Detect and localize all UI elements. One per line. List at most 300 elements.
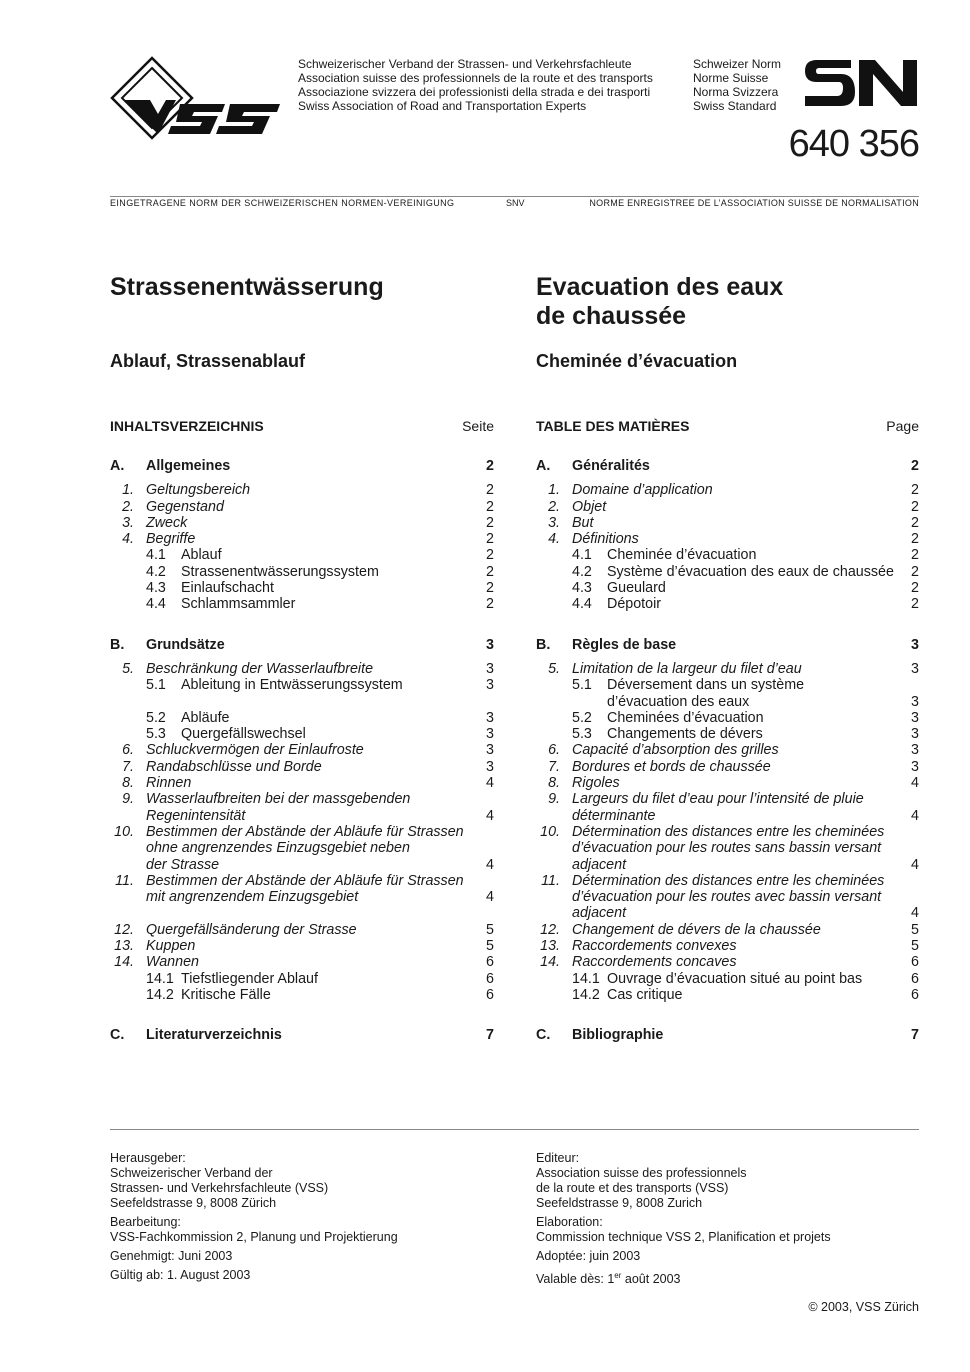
toc-subitem-page: 2 [911, 580, 919, 597]
toc-item-number: 4. [548, 531, 560, 548]
toc-item-line: But [572, 514, 594, 531]
toc-item-number: 9. [122, 791, 134, 808]
footer-fr [536, 1151, 916, 1291]
toc-item-row [110, 775, 494, 791]
toc-item-row [110, 791, 494, 824]
toc-subitem-title [181, 710, 474, 726]
toc-item-title [146, 922, 474, 938]
toc-subitem-page: 6 [486, 986, 494, 1003]
toc-subitem-line: d’évacuation des eaux [607, 693, 750, 710]
norm-type-fr: Norme Suisse [693, 71, 769, 85]
toc-item-title [146, 759, 474, 775]
toc-section-title: Généralités [572, 458, 650, 474]
toc-subitem-row [536, 971, 919, 987]
association-name-de: Schweizerischer Verband der Strassen- und Verkehrsfachleute [298, 57, 632, 71]
toc-item-title [146, 531, 474, 547]
toc-item-page: 2 [486, 482, 494, 499]
toc-item-title [572, 922, 899, 938]
toc-section-page: 2 [486, 458, 494, 474]
toc-subitem-line: Ableitung in Entwässerungssystem [181, 677, 403, 694]
toc-item-line: déterminante [572, 807, 656, 824]
toc-item-title [572, 482, 899, 498]
toc-item-row [536, 742, 919, 758]
toc-section-letter: C. [536, 1027, 551, 1044]
toc-subitem-line: Cheminée d’évacuation [607, 547, 757, 564]
toc-item-title [572, 742, 899, 758]
toc-item-title [146, 873, 474, 922]
toc-item-line: Wasserlaufbreiten bei der massgebenden [146, 791, 411, 808]
toc-item-number: 12. [540, 921, 560, 938]
toc-heading: INHALTSVERZEICHNIS [110, 418, 264, 434]
toc-subitem-number: 5.2 [572, 709, 592, 726]
toc-subitem-line: Strassenentwässerungssystem [181, 563, 379, 580]
toc-subitem-row [536, 726, 919, 742]
toc-subitem-number: 4.4 [146, 596, 166, 613]
toc-item-page: 5 [486, 921, 494, 938]
toc-item-line: Détermination des distances entre les cheminées [572, 872, 885, 889]
toc-section-spacer [536, 613, 919, 637]
toc-subitem-line: Ouvrage d’évacuation situé au point bas [607, 970, 863, 987]
toc-item-line: Raccordements convexes [572, 938, 737, 955]
toc-section-title: Allgemeines [146, 458, 231, 474]
toc-item-page: 4 [486, 889, 494, 906]
toc-section-page: 2 [911, 458, 919, 474]
publisher-fr: Editeur: Association suisse des professionnels de la route et des transports (VSS) Seefeldstrasse 9, 8008 Zurich [536, 1151, 747, 1210]
toc-section-title: Règles de base [572, 636, 677, 653]
toc-fr [536, 418, 919, 1052]
toc-subitem-title [607, 564, 899, 580]
editing-de: Bearbeitung: VSS-Fachkommission 2, Planung und Projektierung [110, 1215, 398, 1244]
toc-item-title [146, 482, 474, 498]
toc-subitem-title [607, 580, 899, 596]
toc-subitem-row [110, 726, 494, 742]
toc-item-number: 1. [548, 482, 560, 499]
toc-item-row [536, 499, 919, 515]
toc-item-number: 11. [115, 872, 134, 889]
toc-item-page: 4 [486, 807, 494, 824]
association-name-en: Swiss Association of Road and Transportation Experts [298, 99, 587, 113]
toc-section-letter: B. [110, 636, 125, 653]
toc-subitem-number: 4.3 [146, 580, 166, 597]
toc-item-title [146, 661, 474, 677]
toc-item-line [146, 905, 474, 921]
toc-item-row [536, 775, 919, 791]
association-name-fr: Association suisse des professionnels de la route et des transports [298, 71, 653, 85]
norm-type-en: Swiss Standard [693, 99, 777, 113]
toc-item-number: 5. [122, 660, 134, 677]
toc-header-row [536, 418, 919, 434]
toc-item-page: 4 [486, 775, 494, 792]
toc-item-title [572, 824, 899, 873]
toc-item-row [110, 759, 494, 775]
toc-subitem-number: 5.2 [146, 709, 166, 726]
toc-item-line: adjacent [572, 905, 627, 922]
toc-subitem-row [536, 580, 919, 596]
toc-item-page: 2 [911, 498, 919, 515]
toc-item-row [536, 515, 919, 531]
toc-subitem-line: Déversement dans un système [607, 677, 805, 694]
valid-fr-sup: er [614, 1271, 622, 1280]
toc-subitem-line: Tiefstliegender Ablauf [181, 970, 318, 987]
toc-subitem-line [181, 694, 474, 710]
subtitle-de: Ablauf, Strassenablauf [110, 351, 306, 371]
toc-subitem-title [607, 971, 899, 987]
toc-item-row [110, 954, 494, 970]
toc-subitem-row [110, 596, 494, 612]
toc-de [110, 418, 494, 1052]
toc-subitem-row [110, 564, 494, 580]
approved-de: Genehmigt: Juni 2003 [110, 1249, 233, 1263]
toc-item-title [146, 938, 474, 954]
toc-subitem-line: Système d’évacuation des eaux de chaussée [607, 563, 894, 580]
toc-subitem-title [607, 726, 899, 742]
toc-item-page: 4 [911, 775, 919, 792]
toc-subitem-row [110, 971, 494, 987]
toc-subitem-page: 3 [486, 709, 494, 726]
toc-item-row [110, 742, 494, 758]
toc-item-line: Bestimmen der Abstände der Abläufe für Strassen [146, 872, 464, 889]
toc-item-page: 2 [911, 531, 919, 548]
toc-item-number: 4. [122, 531, 134, 548]
toc-item-page: 6 [911, 954, 919, 971]
toc-item-title [146, 954, 474, 970]
toc-subitem-line: Ablauf [181, 547, 222, 564]
toc-item-line: Zweck [146, 514, 188, 531]
toc-item-line: Wannen [146, 954, 199, 971]
toc-item-line: Changement de dévers de la chaussée [572, 921, 821, 938]
toc-item-page: 2 [486, 498, 494, 515]
toc-item-page: 3 [911, 758, 919, 775]
toc-item-page: 5 [911, 938, 919, 955]
toc-subitem-title [181, 564, 474, 580]
toc-section-title: Grundsätze [146, 636, 225, 653]
toc-section-spacer [110, 613, 494, 637]
toc-item-line: Largeurs du filet d’eau pour l’intensité de pluie [572, 791, 864, 808]
norm-number: 640 356 [788, 123, 919, 165]
toc-item-title [146, 742, 474, 758]
toc-item-row [536, 759, 919, 775]
toc-item-row [536, 824, 919, 873]
toc-subitem-number: 14.2 [572, 986, 600, 1003]
toc-item-title [146, 499, 474, 515]
toc-item-row [110, 922, 494, 938]
toc-subitem-page: 2 [911, 563, 919, 580]
toc-item-page: 5 [911, 921, 919, 938]
toc-item-page: 3 [486, 660, 494, 677]
toc-subitem-row [110, 987, 494, 1003]
toc-item-title [146, 824, 474, 873]
toc-item-line: der Strasse [146, 856, 220, 873]
toc-subitem-page: 2 [486, 596, 494, 613]
toc-subitem-line: Abläufe [181, 709, 230, 726]
registration-snv: SNV [506, 198, 525, 208]
toc-section-letter: A. [110, 458, 125, 474]
toc-item-row [536, 938, 919, 954]
toc-item-title [572, 938, 899, 954]
toc-item-row [536, 954, 919, 970]
sn-logo [803, 58, 919, 108]
toc-subitem-title [181, 971, 474, 987]
toc-item-line: d’évacuation pour les routes sans bassin versant [572, 840, 882, 857]
toc-subitem-line: Gueulard [607, 580, 666, 597]
toc-section-row [110, 1027, 494, 1043]
toc-item-page: 3 [911, 660, 919, 677]
toc-section-letter: C. [110, 1027, 125, 1044]
toc-item-page: 4 [911, 856, 919, 873]
toc-subitem-title [607, 596, 899, 612]
toc-item-row [110, 515, 494, 531]
toc-item-line: Kuppen [146, 938, 196, 955]
toc-item-number: 6. [122, 742, 134, 759]
toc-subitem-page: 2 [911, 596, 919, 613]
toc-item-line: d’évacuation pour les routes avec bassin versant [572, 889, 882, 906]
toc-item-number: 2. [548, 498, 560, 515]
registration-fr: NORME ENREGISTREE DE L’ASSOCIATION SUISSE DE NORMALISATION [589, 198, 919, 208]
toc-item-page: 4 [486, 856, 494, 873]
footer-de [110, 1151, 510, 1287]
toc-subitem-page: 3 [486, 726, 494, 743]
toc-subitem-row [536, 710, 919, 726]
toc-item-row [110, 661, 494, 677]
toc-subitem-row [536, 564, 919, 580]
toc-subitem-page: 2 [486, 580, 494, 597]
toc-item-line: ohne angrenzendes Einzugsgebiet neben [146, 840, 410, 857]
registration-de: EINGETRAGENE NORM DER SCHWEIZERISCHEN NORMEN-VEREINIGUNG [110, 198, 455, 208]
toc-item-number: 14. [114, 954, 134, 971]
toc-subitem-title [607, 987, 899, 1003]
toc-item-row [536, 531, 919, 547]
toc-item-line: Rigoles [572, 775, 620, 792]
norm-type-de: Schweizer Norm [693, 57, 782, 71]
toc-subitem-page: 2 [911, 547, 919, 564]
toc-item-row [536, 791, 919, 824]
toc-item-line: Quergefällsänderung der Strasse [146, 921, 357, 938]
toc-subitem-page: 3 [911, 693, 919, 710]
toc-item-line: Randabschlüsse und Borde [146, 758, 322, 775]
toc-item-page: 2 [911, 514, 919, 531]
toc-subitem-page: 6 [911, 970, 919, 987]
norm-type-it: Norma Svizzera [693, 85, 779, 99]
toc-subitem-line: Einlaufschacht [181, 580, 274, 597]
toc-section-page: 3 [486, 636, 494, 653]
toc-subitem-line: Dépotoir [607, 596, 662, 613]
toc-item-number: 1. [122, 482, 134, 499]
toc-subitem-number: 14.2 [146, 986, 174, 1003]
toc-item-title [572, 531, 899, 547]
toc-item-line: Beschränkung der Wasserlaufbreite [146, 660, 374, 677]
toc-item-page: 4 [911, 905, 919, 922]
toc-page-label: Seite [462, 418, 494, 434]
toc-item-row [110, 482, 494, 498]
toc-item-page: 3 [486, 758, 494, 775]
toc-subitem-number: 4.3 [572, 580, 592, 597]
toc-item-title [572, 775, 899, 791]
toc-subitem-number: 4.2 [572, 563, 592, 580]
toc-item-title [572, 873, 899, 922]
toc-item-row [110, 531, 494, 547]
toc-section-page: 7 [911, 1027, 919, 1044]
toc-subitem-page: 3 [911, 726, 919, 743]
toc-subitem-line: Cas critique [607, 986, 683, 1003]
toc-item-title [572, 954, 899, 970]
toc-item-line: Begriffe [146, 531, 196, 548]
toc-item-number: 3. [548, 514, 560, 531]
toc-subitem-number: 4.1 [146, 547, 166, 564]
toc-item-title [572, 515, 899, 531]
toc-item-row [110, 824, 494, 873]
toc-subitem-number: 4.1 [572, 547, 592, 564]
toc-subitem-row [536, 547, 919, 563]
toc-subitem-row [110, 710, 494, 726]
toc-subitem-row [536, 677, 919, 710]
toc-page-label: Page [886, 418, 919, 434]
toc-section-row [536, 637, 919, 653]
valid-fr-prefix: Valable dès: 1 [536, 1272, 615, 1287]
toc-item-number: 14. [540, 954, 560, 971]
toc-item-line: Capacité d’absorption des grilles [572, 742, 779, 759]
toc-subitem-number: 4.2 [146, 563, 166, 580]
toc-item-page: 5 [486, 938, 494, 955]
toc-subitem-number: 14.1 [572, 970, 600, 987]
toc-section-row [536, 1027, 919, 1043]
toc-subitem-line: Schlammsammler [181, 596, 296, 613]
toc-heading: TABLE DES MATIÈRES [536, 418, 690, 434]
toc-section-spacer [110, 1003, 494, 1027]
toc-subitem-number: 14.1 [146, 970, 174, 987]
toc-item-number: 5. [548, 660, 560, 677]
toc-subitem-number: 5.3 [146, 726, 166, 743]
toc-item-title [572, 499, 899, 515]
toc-item-line: Gegenstand [146, 498, 224, 515]
toc-subitem-page: 2 [486, 547, 494, 564]
toc-item-number: 8. [122, 775, 134, 792]
toc-subitem-title [181, 547, 474, 563]
toc-item-page: 2 [486, 514, 494, 531]
toc-item-line: adjacent [572, 856, 627, 873]
toc-subitem-row [536, 987, 919, 1003]
toc-item-row [536, 661, 919, 677]
toc-item-line: Bordures et bords de chaussée [572, 758, 771, 775]
toc-item-number: 13. [540, 938, 560, 955]
valid-de: Gültig ab: 1. August 2003 [110, 1268, 251, 1282]
publisher-de: Herausgeber: Schweizerischer Verband der Strassen- und Verkehrsfachleute (VSS) Seefeldstrasse 9, 8008 Zürich [110, 1151, 329, 1210]
toc-section-row [536, 458, 919, 474]
toc-item-title [146, 515, 474, 531]
toc-subitem-row [110, 580, 494, 596]
toc-item-line: Domaine d’application [572, 482, 713, 499]
toc-item-number: 13. [114, 938, 134, 955]
toc-subitem-page: 3 [486, 677, 494, 694]
title-fr-line: Evacuation des eaux [536, 273, 784, 301]
toc-subitem-page: 6 [911, 986, 919, 1003]
toc-subitem-number: 5.1 [146, 677, 166, 694]
toc-item-row [536, 922, 919, 938]
association-names [298, 57, 653, 113]
toc-subitem-row [110, 677, 494, 710]
toc-subitem-number: 4.4 [572, 596, 592, 613]
toc-item-line: Rinnen [146, 775, 192, 792]
toc-subitem-title [181, 580, 474, 596]
toc-item-title [572, 759, 899, 775]
toc-item-row [110, 499, 494, 515]
toc-subitem-title [607, 677, 899, 710]
copyright: © 2003, VSS Zürich [808, 1300, 919, 1314]
toc-item-number: 2. [122, 498, 134, 515]
association-name-it: Associazione svizzera dei professionisti della strada e dei trasporti [298, 85, 651, 99]
toc-subitem-number: 5.1 [572, 677, 592, 694]
toc-item-line: Limitation de la largeur du filet d’eau [572, 660, 802, 677]
toc-item-title [146, 775, 474, 791]
title-fr [536, 273, 916, 331]
toc-item-page: 4 [911, 807, 919, 824]
toc-item-row [536, 482, 919, 498]
toc-subitem-title [181, 726, 474, 742]
approved-fr: Adoptée: juin 2003 [536, 1249, 641, 1263]
toc-item-line: Schluckvermögen der Einlaufroste [146, 742, 364, 759]
toc-subitem-row [110, 547, 494, 563]
toc-section-page: 3 [911, 636, 919, 653]
toc-subitem-title [181, 987, 474, 1003]
toc-item-number: 7. [122, 758, 134, 775]
toc-subitem-title [181, 596, 474, 612]
title-de: Strassenentwässerung [110, 273, 384, 301]
toc-section-row [110, 637, 494, 653]
toc-item-title [572, 661, 899, 677]
toc-subitem-line: Kritische Fälle [181, 986, 271, 1003]
toc-item-number: 10. [540, 823, 560, 840]
toc-item-title [146, 791, 474, 824]
toc-item-row [536, 873, 919, 922]
toc-subitem-line: Quergefällswechsel [181, 726, 306, 743]
toc-subitem-number: 5.3 [572, 726, 592, 743]
toc-item-page: 6 [486, 954, 494, 971]
toc-section-letter: A. [536, 458, 551, 474]
toc-subitem-line: Cheminées d’évacuation [607, 709, 764, 726]
vss-logo [110, 56, 290, 140]
toc-item-page: 3 [911, 742, 919, 759]
toc-item-row [110, 938, 494, 954]
header-divider [110, 196, 919, 197]
toc-item-number: 11. [541, 872, 560, 889]
valid-fr [536, 1268, 916, 1287]
toc-item-line: Bestimmen der Abstände der Abläufe für Strassen [146, 823, 464, 840]
toc-item-line: Objet [572, 498, 607, 515]
title-fr-line: de chaussée [536, 302, 687, 330]
toc-item-number: 12. [114, 921, 134, 938]
toc-item-title [572, 791, 899, 824]
toc-section-page: 7 [486, 1027, 494, 1044]
editing-fr: Elaboration: Commission technique VSS 2, Planification et projets [536, 1215, 831, 1244]
toc-subitem-page: 6 [486, 970, 494, 987]
toc-item-number: 9. [548, 791, 560, 808]
toc-item-line: Définitions [572, 531, 639, 548]
toc-item-number: 3. [122, 514, 134, 531]
toc-subitem-title [607, 710, 899, 726]
toc-item-number: 10. [114, 823, 134, 840]
toc-item-row [110, 873, 494, 922]
toc-section-row [110, 458, 494, 474]
toc-subitem-page: 2 [486, 563, 494, 580]
toc-section-title: Bibliographie [572, 1027, 664, 1044]
toc-item-line: Raccordements concaves [572, 954, 737, 971]
toc-item-number: 6. [548, 742, 560, 759]
toc-subitem-row [536, 596, 919, 612]
toc-item-line: Détermination des distances entre les cheminées [572, 823, 885, 840]
toc-subitem-title [607, 547, 899, 563]
toc-subitem-title [181, 677, 474, 710]
norm-type [693, 57, 781, 113]
toc-section-spacer [536, 1003, 919, 1027]
